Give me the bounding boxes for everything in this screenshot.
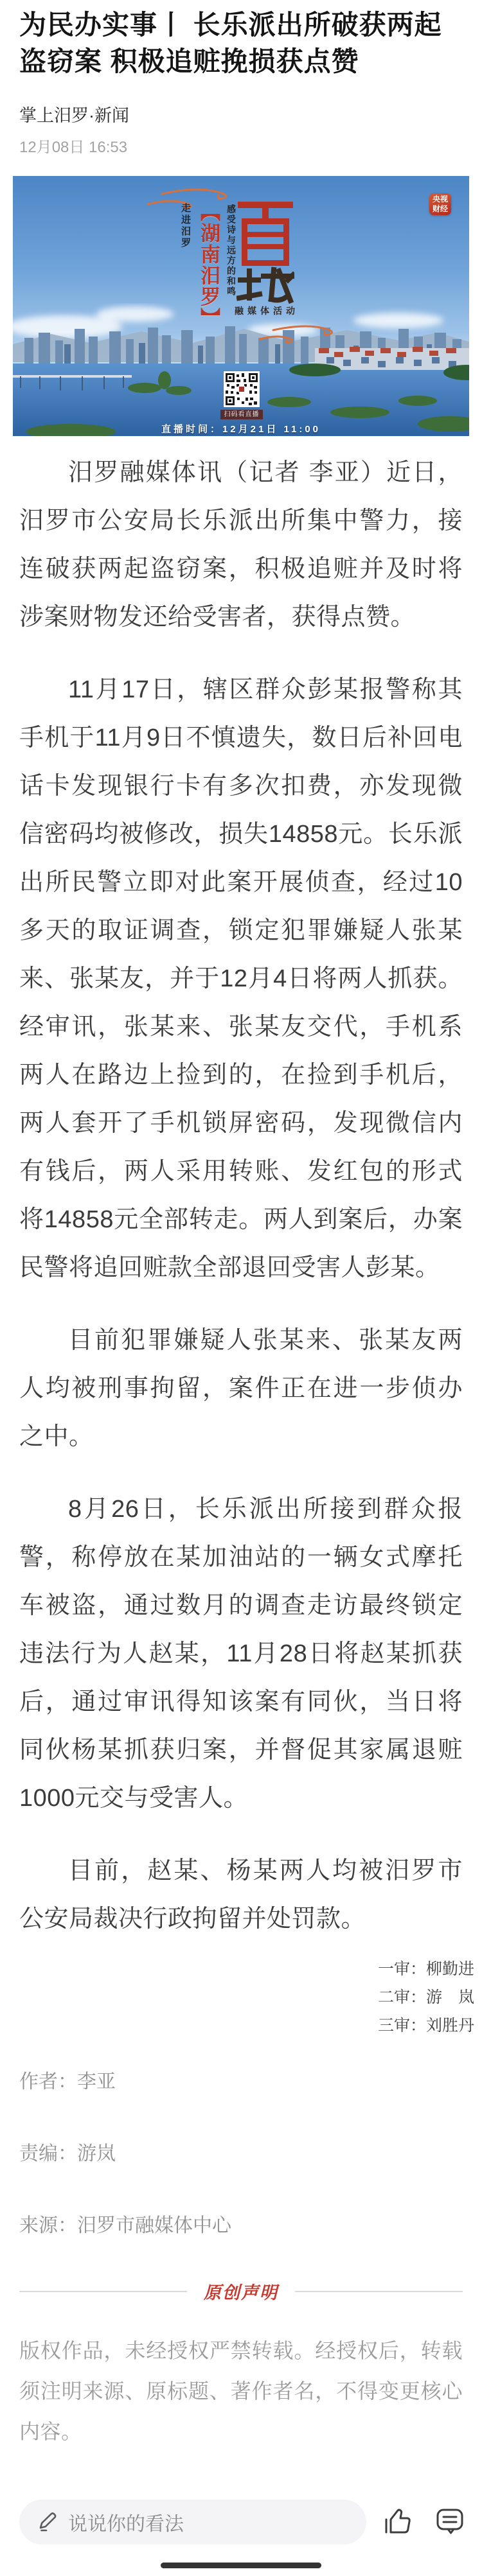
first-review: 一审：柳勤进 [377,1960,474,1979]
banner-main-title: 【湖南汨罗】 [197,202,220,329]
banner-walk-label: 走进汨罗 [180,203,191,250]
live-time-label: 直播时间：12月21日 11:00 [161,424,321,435]
badge-line2: 财经 [432,204,448,214]
paragraph-2: 11月17日，辖区群众彭某报警称其手机于11月9日不慎遗失，数日后补回电话卡发现银行卡有多次扣费，亦发现微信密码均被修改，损失14858元。长乐派出所民警立即对此案开展侦查，经过10多天的取证调查，锁定犯罪嫌疑人张某来、张某友，并于12月4日将两人抓获。经审讯，张某来、张某友交代，手机系两人在路边上捡到的，在捡到手机后，两人套开了手机锁屏密码，发现微信内有钱后，两人采用转账、发红包的形式将14858元全部转走。两人到案后，办案民警将追回赃款全部退回受害人彭某。 [19,676,463,1282]
divider-line-right [295,2291,463,2292]
banner-image[interactable] [13,176,469,436]
editor-line: 责编：游岚 [19,2143,116,2165]
article-meta [19,101,463,157]
second-review: 二审：游 岚 [377,1988,474,2007]
paragraph-3: 目前犯罪嫌疑人张某来、张某友两人均被刑事拘留，案件正在进一步侦办之中。 [19,1327,463,1451]
comment-bubble-icon [434,2505,466,2537]
review-block [19,1955,474,2040]
qr-code [224,371,260,407]
credits-block [19,2065,463,2238]
event-logo-icon [237,202,294,308]
comment-bar [0,2491,482,2561]
article-title: 为民办实事丨 长乐派出所破获两起盗窃案 积极追赃挽损获点赞 [19,10,442,77]
thumbs-up-icon [381,2505,413,2537]
copyright-notice: 版权作品，未经授权严禁转载。经授权后，转载须注明来源、原标题、著作者名，不得变更核心内容。 [19,2339,463,2444]
pencil-icon [36,2510,59,2534]
source-name[interactable]: 掌上汨罗·新闻 [19,106,129,126]
third-review: 三审：刘胜丹 [377,2017,474,2035]
author-line: 作者：李亚 [19,2071,116,2093]
divider-line-left [19,2291,187,2292]
article-body [19,449,463,1943]
badge-line1: 央视 [432,195,448,204]
home-indicator [161,2563,321,2568]
original-statement-label: 原创声明 [204,2283,278,2303]
publish-time: 12月08日 16:53 [19,139,128,157]
like-button[interactable] [379,2502,415,2541]
paragraph-4: 8月26日，长乐派出所接到群众报警，称停放在某加油站的一辆女式摩托车被盗，通过数月的调查走访最终锁定违法行为人赵某，11月28日将赵某抓获后，通过审讯得知该案有同伙，当日将同伙杨某抓获归案，并督促其家属退赃1000元交与受害人。 [19,1496,463,1812]
banner-event-label: 融媒体活动 [235,306,299,317]
original-statement-divider [19,2279,463,2304]
banner-slogan: 感受诗与远方的和鸣 [226,204,237,297]
comment-button[interactable] [432,2502,468,2541]
origin-line: 来源：汨罗市融媒体中心 [19,2215,231,2237]
cctv-finance-badge [429,193,451,215]
comment-input[interactable] [19,2500,366,2545]
qr-label: 扫码看直播 [220,410,263,419]
paragraph-5: 目前，赵某、杨某两人均被汨罗市公安局裁决行政拘留并处罚款。 [19,1857,463,1933]
comment-placeholder: 说说你的看法 [68,2514,184,2535]
paragraph-1: 汨罗融媒体讯（记者 李亚）近日，汨罗市公安局长乐派出所集中警力，接连破获两起盗窃案，积极追赃并及时将涉案财物发还给受害者，获得点赞。 [19,459,463,631]
